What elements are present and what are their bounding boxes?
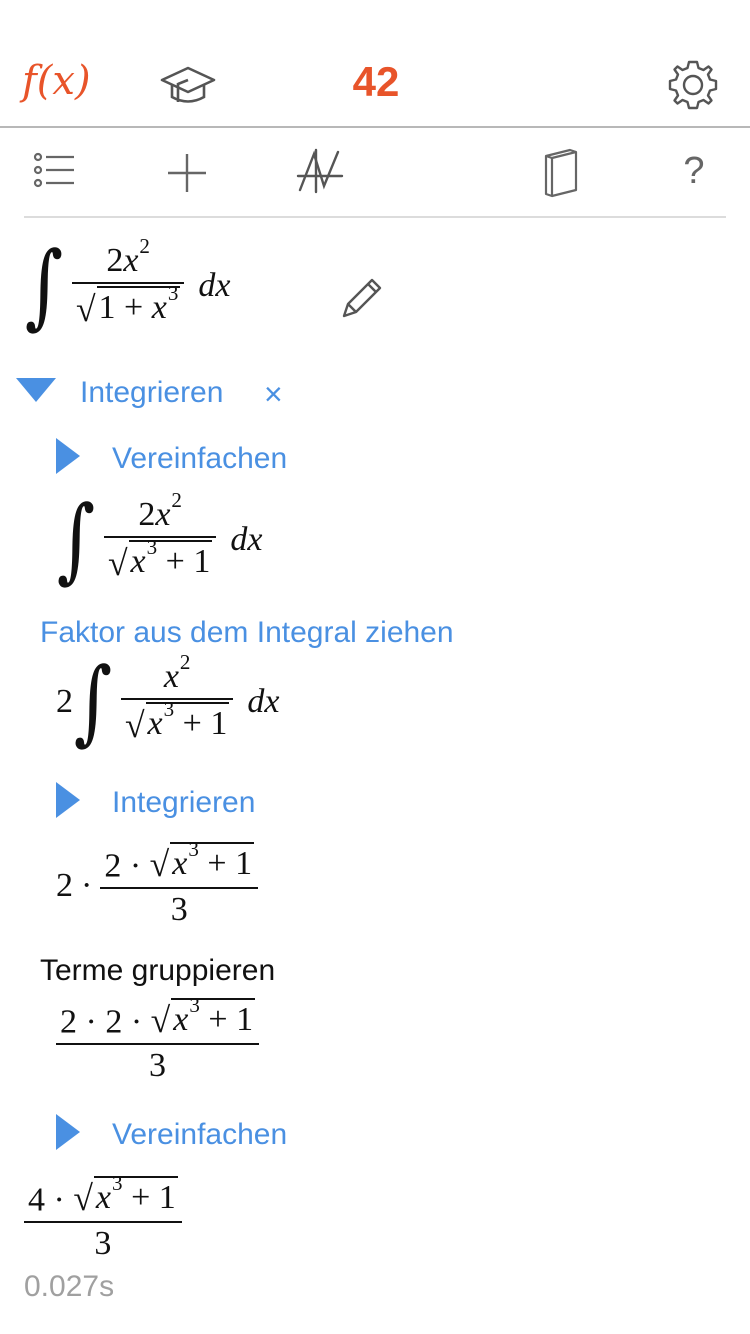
step-group-terms: Terme gruppieren bbox=[40, 954, 276, 987]
graduation-cap-icon[interactable] bbox=[158, 64, 218, 108]
integral-sign: ∫ bbox=[24, 232, 64, 339]
step-integrate-2[interactable]: Integrieren bbox=[112, 786, 256, 819]
collapse-triangle-icon[interactable] bbox=[16, 378, 56, 402]
input-expression[interactable]: ∫ $2x^2$ √ $1 + x^3$ dx bbox=[24, 232, 231, 339]
plus-icon[interactable] bbox=[166, 152, 208, 194]
close-icon[interactable]: × bbox=[264, 376, 283, 412]
computation-time: 0.027s bbox=[24, 1270, 115, 1303]
score-counter: 42 bbox=[352, 58, 400, 105]
pencil-icon[interactable] bbox=[338, 272, 386, 322]
help-icon[interactable]: ? bbox=[683, 150, 705, 192]
step-factor-out[interactable]: Faktor aus dem Integral ziehen bbox=[40, 616, 454, 649]
input-fraction: $2x^2$ √ $1 + x^3$ bbox=[72, 242, 184, 329]
expression-integrated: 2 · 2 · √ $x^3 + 1$ 3 bbox=[56, 842, 258, 929]
expand-triangle-icon[interactable] bbox=[56, 438, 80, 474]
step-simplify-1[interactable]: Vereinfachen bbox=[112, 442, 288, 475]
graph-icon[interactable] bbox=[296, 148, 344, 194]
expand-triangle-icon[interactable] bbox=[56, 1114, 80, 1150]
toolbar-divider bbox=[24, 216, 726, 218]
final-result: 4 · √ $x^3 + 1$ 3 bbox=[24, 1176, 182, 1263]
step-simplify-2[interactable]: Vereinfachen bbox=[112, 1118, 288, 1151]
top-bar bbox=[0, 0, 750, 127]
expression-simplified: ∫ $2x^2$ √ $x^3 + 1$ dx bbox=[56, 486, 263, 593]
fx-button[interactable]: f(x) bbox=[22, 58, 91, 104]
step-integrate-main[interactable]: Integrieren bbox=[80, 376, 224, 409]
book-icon[interactable] bbox=[540, 146, 582, 198]
expand-triangle-icon[interactable] bbox=[56, 782, 80, 818]
toolbar bbox=[0, 128, 750, 218]
list-icon[interactable] bbox=[32, 150, 78, 190]
expression-factored: 2 ∫ $x^2$ √ $x^3 + 1$ dx bbox=[56, 648, 280, 755]
gear-icon[interactable] bbox=[666, 58, 720, 112]
expression-grouped: 2 · 2 · √ $x^3 + 1$ 3 bbox=[56, 998, 259, 1085]
